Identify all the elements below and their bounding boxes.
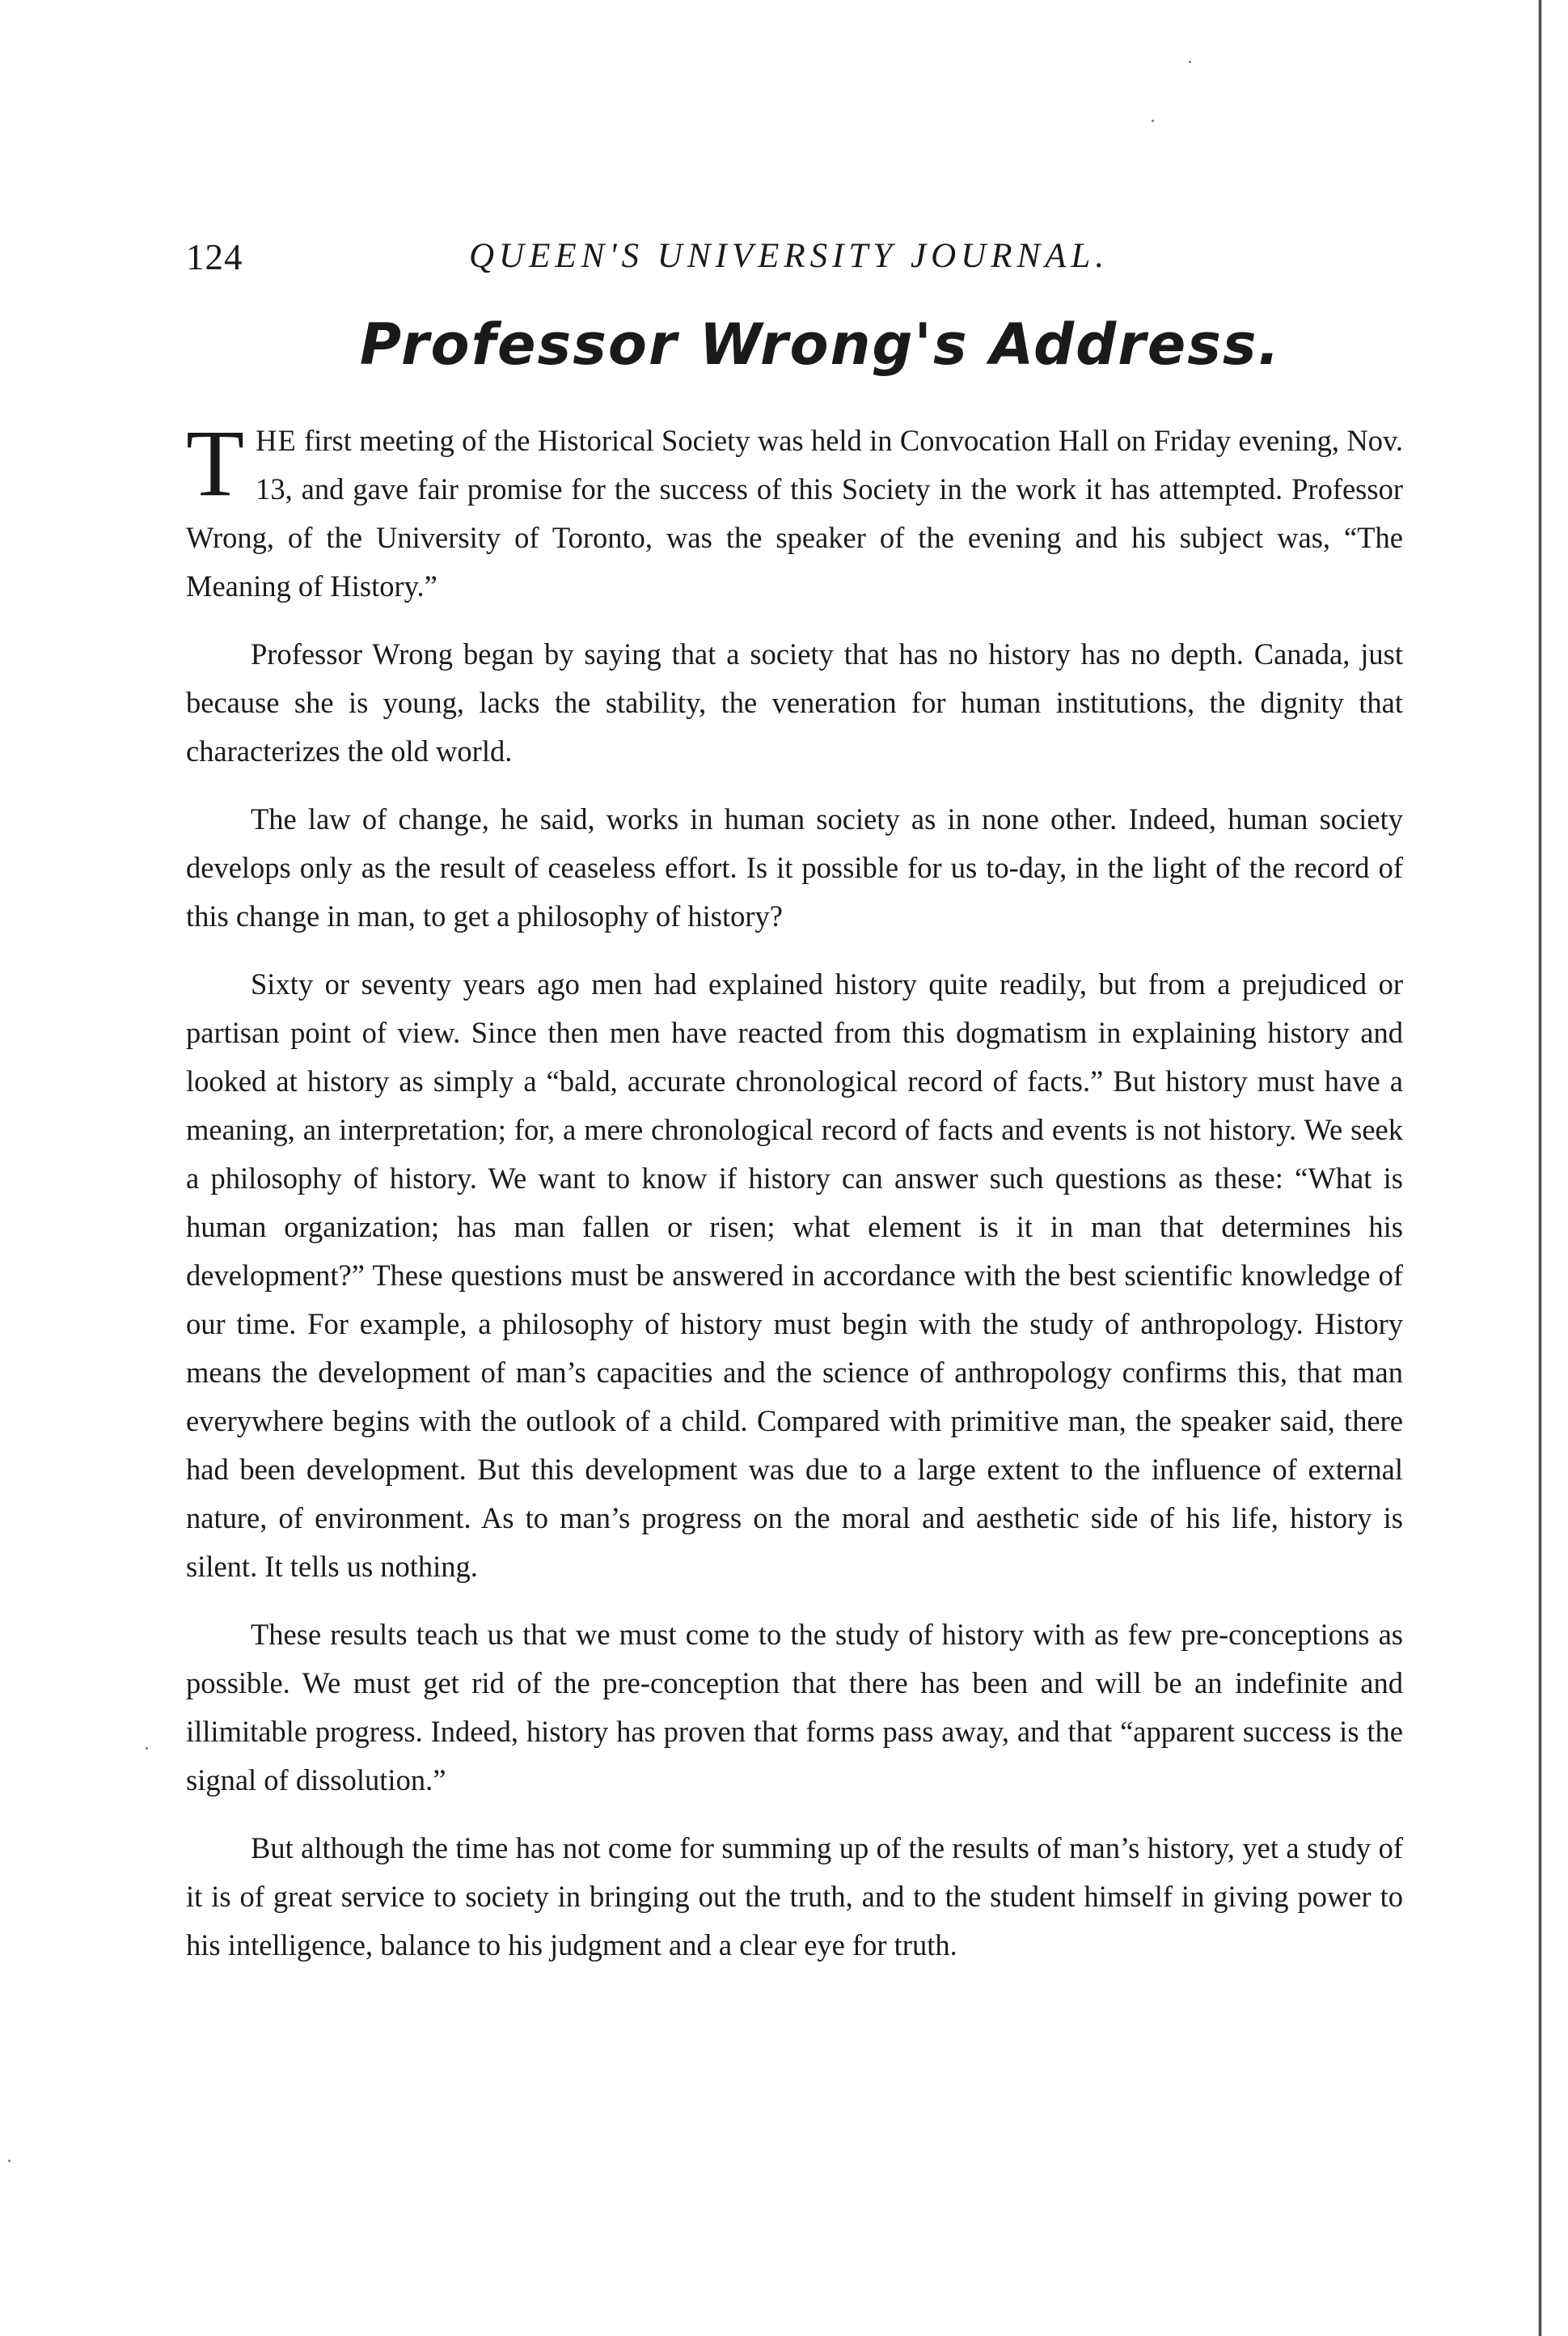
- scan-speck: [1152, 120, 1154, 122]
- paragraph-1-text: first meeting of the Historical Society was held in Convocation Hall on Friday evening, Nov. 13, and gave fair promise for the success of this Society in the work it has attempted. Professor Wrong, of the University of Toronto, was the speaker of the evening and his subject was, “The Meaning of History.”: [186, 424, 1403, 603]
- scan-speck: [146, 1747, 148, 1750]
- paragraph-4: Sixty or seventy years ago men had explained history quite readily, but from a prejudiced or partisan point of view. Since then men have reacted from this dogmatism in explaining history and looked at history as simply a “bald, accurate chronological record of facts.” But history must have a meaning, an interpretation; for, a mere chronological record of facts and events is not history. We seek a philosophy of history. We want to know if history can answer such questions as these: “What is human organization; has man fallen or risen; what element is it in man that determines his development?” These questions must be answered in accordance with the best scientific knowledge of our time. For example, a philosophy of history must begin with the study of anthropology. History means the development of man’s capacities and the science of anthropology confirms this, that man everywhere begins with the outlook of a child. Compared with primitive man, the speaker said, there had been development. But this development was due to a large extent to the influence of external nature, of environment. As to man’s progress on the moral and aesthetic side of his life, history is silent. It tells us nothing.: [186, 967, 1403, 1583]
- paragraph-5: These results teach us that we must come to the study of history with as few pre-conceptions as possible. We must get rid of the pre-conception that there has been and will be an indefinite and illimitable progress. Indeed, history has proven that forms pass away, and that “apparent success is the signal of dissolution.”: [186, 1618, 1403, 1796]
- lead-in-caps: HE: [256, 424, 297, 457]
- drop-cap: T: [186, 410, 245, 516]
- article-title: Professor Wrong's Address.: [359, 311, 1282, 378]
- scan-speck: [8, 2160, 11, 2162]
- page-header: [186, 236, 1399, 285]
- paragraph-2: Professor Wrong began by saying that a society that has no history has no depth. Canada, just because she is young, lacks the stability, the veneration for human institutions, the dignity that characterizes the old world.: [186, 637, 1403, 768]
- paragraph-6: But although the time has not come for summing up of the results of man’s history, yet a study of it is of great service to society in bringing out the truth, and to the student himself in giving power to his intelligence, balance to his judgment and a clear eye for truth.: [186, 1831, 1403, 1961]
- paragraph-3: The law of change, he said, works in human society as in none other. Indeed, human society develops only as the result of ceaseless effort. Is it possible for us to-day, in the light of the record of this change in man, to get a philosophy of history?: [186, 802, 1403, 933]
- running-head: QUEEN'S UNIVERSITY JOURNAL.: [469, 237, 1109, 275]
- page-number: 124: [186, 237, 243, 277]
- article-body: [186, 410, 1403, 1989]
- scan-speck: [1189, 61, 1191, 63]
- paragraph-1: [186, 410, 1403, 611]
